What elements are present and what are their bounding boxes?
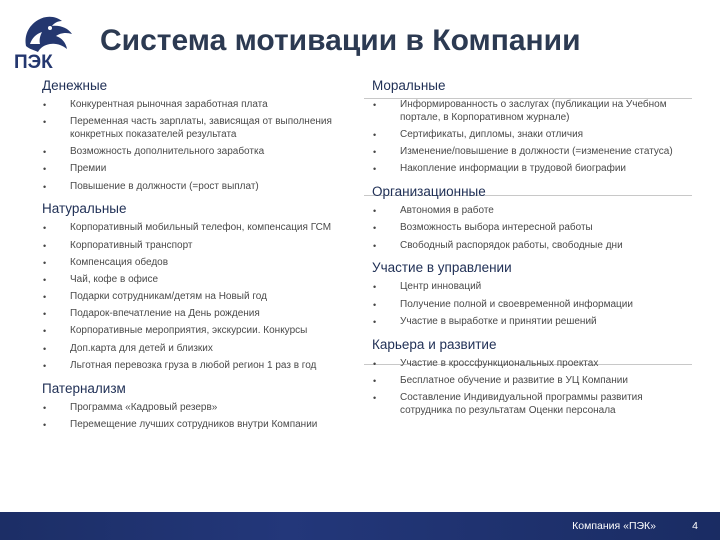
section-heading: Денежные: [42, 78, 108, 93]
list-item: • Изменение/повышение в должности (=изменение статуса): [372, 146, 682, 159]
list-item: • Доп.карта для детей и близких: [42, 343, 352, 356]
section-heading: Организационные: [372, 184, 486, 200]
section-natural: [42, 201, 352, 372]
footer-company: Компания «ПЭК»: [572, 520, 656, 532]
bullet-list: [372, 281, 682, 328]
list-item: • Подарки сотрудникам/детям на Новый год: [42, 291, 352, 304]
list-item: • Переменная часть зарплаты, зависящая от выполнения конкретных показателей результата: [42, 116, 352, 142]
section-moral: [372, 78, 682, 176]
list-item: • Корпоративный мобильный телефон, компенсация ГСМ: [42, 222, 352, 235]
list-item: • Центр инноваций: [372, 281, 682, 294]
list-item: • Повышение в должности (=рост выплат): [42, 181, 352, 194]
list-item: • Конкурентная рыночная заработная плата: [42, 99, 352, 112]
section-management: [372, 260, 682, 328]
bullet-list: [372, 205, 682, 252]
bullet-list: [42, 402, 352, 432]
list-item: • Сертификаты, дипломы, знаки отличия: [372, 129, 682, 142]
bullet-list: [372, 99, 682, 176]
section-heading: Натуральные: [42, 201, 127, 217]
section-heading: Участие в управлении: [372, 260, 512, 276]
pek-logo-icon: [10, 10, 88, 72]
bullet-list: [372, 358, 682, 418]
list-item: • Автономия в работе: [372, 205, 682, 218]
page-number: 4: [692, 520, 698, 532]
list-item: • Составление Индивидуальной программы развития сотрудника по результатам Оценки персонала: [372, 392, 682, 418]
list-item: • Участие в кроссфункциональных проектах: [372, 358, 682, 371]
footer-bar: [0, 512, 720, 540]
list-item: • Корпоративные мероприятия, экскурсии. Конкурсы: [42, 325, 352, 338]
right-column: [372, 76, 682, 425]
list-item: • Корпоративный транспорт: [42, 240, 352, 253]
list-item: • Возможность выбора интересной работы: [372, 222, 682, 235]
list-item: • Чай, кофе в офисе: [42, 274, 352, 287]
list-item: • Премии: [42, 163, 352, 176]
list-item: • Информированность о заслугах (публикации на Учебном портале, в Корпоративном журнале): [372, 99, 682, 125]
section-organizational: [372, 184, 682, 252]
list-item: • Подарок-впечатление на День рождения: [42, 308, 352, 321]
company-logo: [10, 10, 88, 72]
list-item: • Льготная перевозка груза в любой регион 1 раз в год: [42, 360, 352, 373]
list-item: • Программа «Кадровый резерв»: [42, 402, 352, 415]
section-paternalism: [42, 381, 352, 432]
section-heading: Карьера и развитие: [372, 336, 497, 352]
svg-text:ПЭК: ПЭК: [14, 52, 53, 72]
left-column: [42, 76, 352, 440]
list-item: • Свободный распорядок работы, свободные дни: [372, 240, 682, 253]
list-item: • Участие в выработке и принятии решений: [372, 316, 682, 329]
page-title: Система мотивации в Компании: [100, 24, 581, 57]
section-heading: Патернализм: [42, 380, 126, 396]
list-item: • Получение полной и своевременной информации: [372, 299, 682, 312]
list-item: • Компенсация обедов: [42, 257, 352, 270]
section-heading: Моральные: [372, 78, 446, 93]
section-career: [372, 337, 682, 418]
list-item: • Возможность дополнительного заработка: [42, 146, 352, 159]
bullet-list: [42, 99, 352, 193]
list-item: • Накопление информации в трудовой биографии: [372, 163, 682, 176]
section-monetary: [42, 78, 352, 193]
bullet-list: [42, 222, 352, 372]
list-item: • Бесплатное обучение и развитие в УЦ Компании: [372, 375, 682, 388]
list-item: • Перемещение лучших сотрудников внутри Компании: [42, 419, 352, 432]
